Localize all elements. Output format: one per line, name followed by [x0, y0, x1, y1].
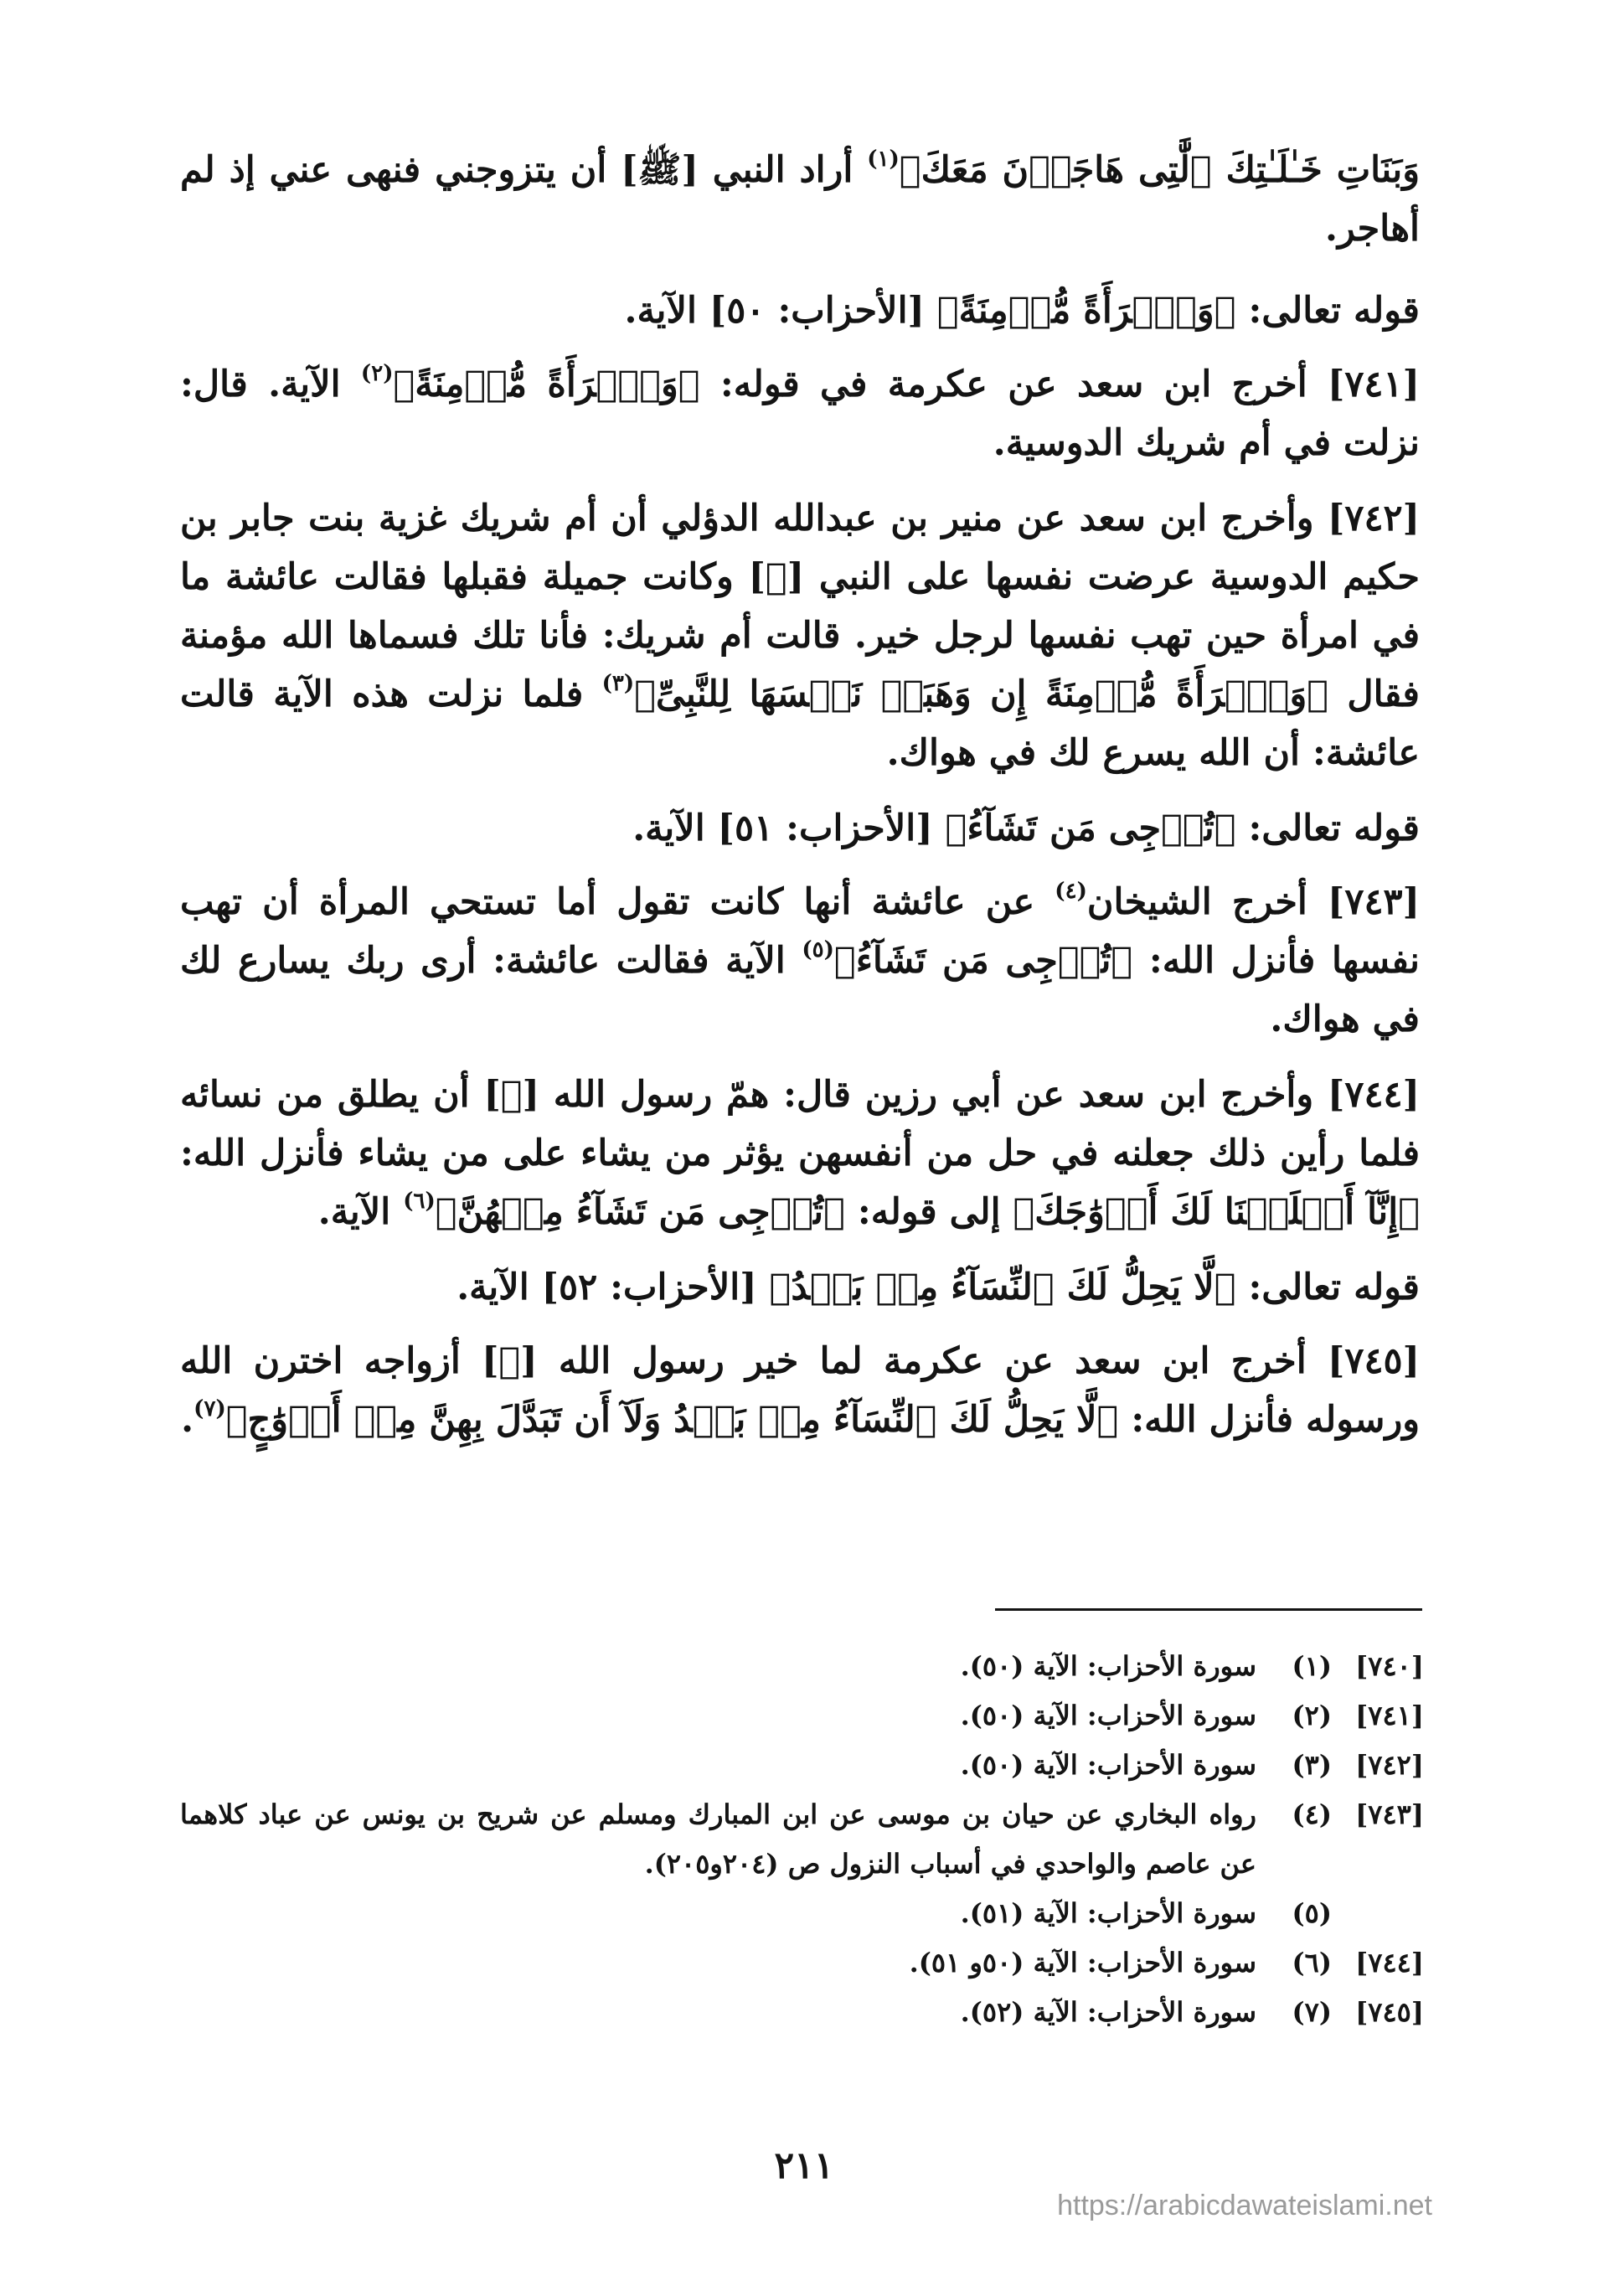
- footnote-number: (٣): [1292, 1749, 1332, 1781]
- footnote-marker: (٣): [601, 670, 635, 696]
- footnote-3: [180, 1741, 1424, 1790]
- footnote-ref: [٧٤٠]: [1355, 1650, 1424, 1682]
- footnote-marker: (٥): [802, 936, 834, 962]
- footnote-4: [180, 1790, 1424, 1889]
- footnote-marker: (٢): [360, 360, 394, 386]
- footnote-7: [180, 1988, 1424, 2037]
- main-text: [180, 141, 1420, 1466]
- footnote-text: سورة الأحزاب: الآية (٥١).: [960, 1897, 1256, 1929]
- narration-743: [٧٤٣] أخرج الشيخان$^{(٤)}$ عن عائشة أنها كانت تقول أما تستحي المرأة أن تهب نفسها فأنزل الله: ﴿تُرۡجِى مَن تَشَآءُ﴾$^{(٥)}$ الآية فقالت عائشة: أرى ربك يسارع لك في هواك.: [180, 878, 1420, 1040]
- footnote-number: (٥): [1292, 1897, 1332, 1929]
- footnote-6: [180, 1938, 1424, 1988]
- footnote-marker: (٧): [193, 1396, 226, 1421]
- footnote-marker: (٦): [403, 1188, 436, 1214]
- verse-heading: قوله تعالى: ﴿لَّا يَحِلُّ لَكَ ٱلنِّسَآءُ مِنۢ بَعۡدُ﴾ [الأحزاب: ٥٢] الآية.: [456, 1267, 1420, 1308]
- footnote-text: سورة الأحزاب: الآية (٥٠و ٥١).: [909, 1947, 1256, 1979]
- footnote-text: سورة الأحزاب: الآية (٥٠).: [960, 1650, 1256, 1682]
- footnote-ref: [٧٤٣]: [1355, 1798, 1424, 1830]
- footnote-ref: [٧٤٥]: [1355, 1996, 1424, 2028]
- footnote-2: [180, 1691, 1424, 1741]
- verse-heading: قوله تعالى: ﴿وَٱمۡرَأَةً مُّؤۡمِنَةً﴾ [الأحزاب: ٥٠] الآية.: [624, 290, 1420, 332]
- footnote-separator: [995, 1608, 1422, 1611]
- footnote-1: [180, 1642, 1424, 1691]
- footnote-number: (٢): [1292, 1700, 1332, 1731]
- narration-742: [٧٤٢] وأخرج ابن سعد عن منير بن عبدالله الدؤلي أن أم شريك غزية بنت جابر بن حكيم الدوسية عرضت نفسها على النبي [ﷺ] وكانت جميلة فقبلها فقالت عائشة ما في امرأة حين تهب نفسها لرجل خير. قالت أم شريك: فأنا تلك فسماها الله مؤمنة فقال ﴿وَٱمۡرَأَةً مُّؤۡمِنَةً إِن وَهَبَتۡ نَفۡسَهَا لِلنَّبِىِّ﴾$^{(٣)}$ فلما نزلت هذه الآية قالت عائشة: أن الله يسرع لك في هواك.: [180, 498, 1420, 774]
- footnote-number: (١): [1292, 1650, 1332, 1682]
- footnote-number: (٤): [1292, 1798, 1332, 1830]
- continuation-paragraph: وَبَنَاتِ خَـٰلَـٰتِكَ ٱلَّٰتِى هَاجَرۡنَ مَعَكَ﴾$^{(١)}$ أراد النبي [ﷺ] أن يتزوجني فنهى عني إذ لم أهاجر.: [180, 146, 1420, 250]
- narration-744: [٧٤٤] وأخرج ابن سعد عن أبي رزين قال: همّ رسول الله [ﷺ] أن يطلق من نسائه فلما رأين ذلك جعلنه في حل من أنفسهن يؤثر من يشاء على من يشاء فأنزل الله: ﴿إِنَّآ أَحۡلَلۡنَا لَكَ أَزۡوَٰجَكَ﴾ إلى قوله: ﴿تُرۡجِى مَن تَشَآءُ مِنۡهُنَّ﴾$^{(٦)}$ الآية.: [180, 1074, 1420, 1233]
- footnote-number: (٦): [1292, 1947, 1332, 1979]
- narration-741: [٧٤١] أخرج ابن سعد عن عكرمة في قوله: ﴿وَٱمۡرَأَةً مُّؤۡمِنَةً﴾$^{(٢)}$ الآية. قال: نزلت في أم شريك الدوسية.: [180, 360, 1420, 464]
- footnote-marker: (٤): [1055, 878, 1087, 904]
- footnotes: [180, 1642, 1424, 2037]
- footnote-marker: (١): [867, 146, 900, 172]
- footnote-text: سورة الأحزاب: الآية (٥٠).: [960, 1700, 1256, 1731]
- footnote-text: سورة الأحزاب: الآية (٥٢).: [960, 1996, 1256, 2028]
- narration-745: [٧٤٥] أخرج ابن سعد عن عكرمة لما خير رسول الله [ﷺ] أزواجه اخترن الله ورسوله فأنزل الله: ﴿لَّا يَحِلُّ لَكَ ٱلنِّسَآءُ مِنۢ بَعۡدُ وَلَآ أَن تَبَدَّلَ بِهِنَّ مِنۡ أَزۡوَٰجٍ﴾$^{(٧)}$.: [180, 1340, 1420, 1441]
- footnote-ref: [٧٤٤]: [1355, 1947, 1424, 1979]
- footnote-text: سورة الأحزاب: الآية (٥٠).: [960, 1749, 1256, 1781]
- footnote-ref: [٧٤١]: [1355, 1700, 1424, 1731]
- footnote-ref: [٧٤٢]: [1355, 1749, 1424, 1781]
- page-number: ٢١١: [774, 2144, 834, 2187]
- footnote-5: [180, 1889, 1424, 1938]
- footnote-text: رواه البخاري عن حيان بن موسى عن ابن المبارك ومسلم عن شريح بن يونس عن عباد كلاهما عن عاصم والواحدي في أسباب النزول ص (٢٠٤و٢٠٥).: [180, 1798, 1256, 1880]
- verse-heading: قوله تعالى: ﴿تُرۡجِى مَن تَشَآءُ﴾ [الأحزاب: ٥١] الآية.: [632, 807, 1420, 849]
- footnote-number: (٧): [1292, 1996, 1332, 2028]
- watermark-url: https://arabicdawateislami.net: [1057, 2190, 1432, 2221]
